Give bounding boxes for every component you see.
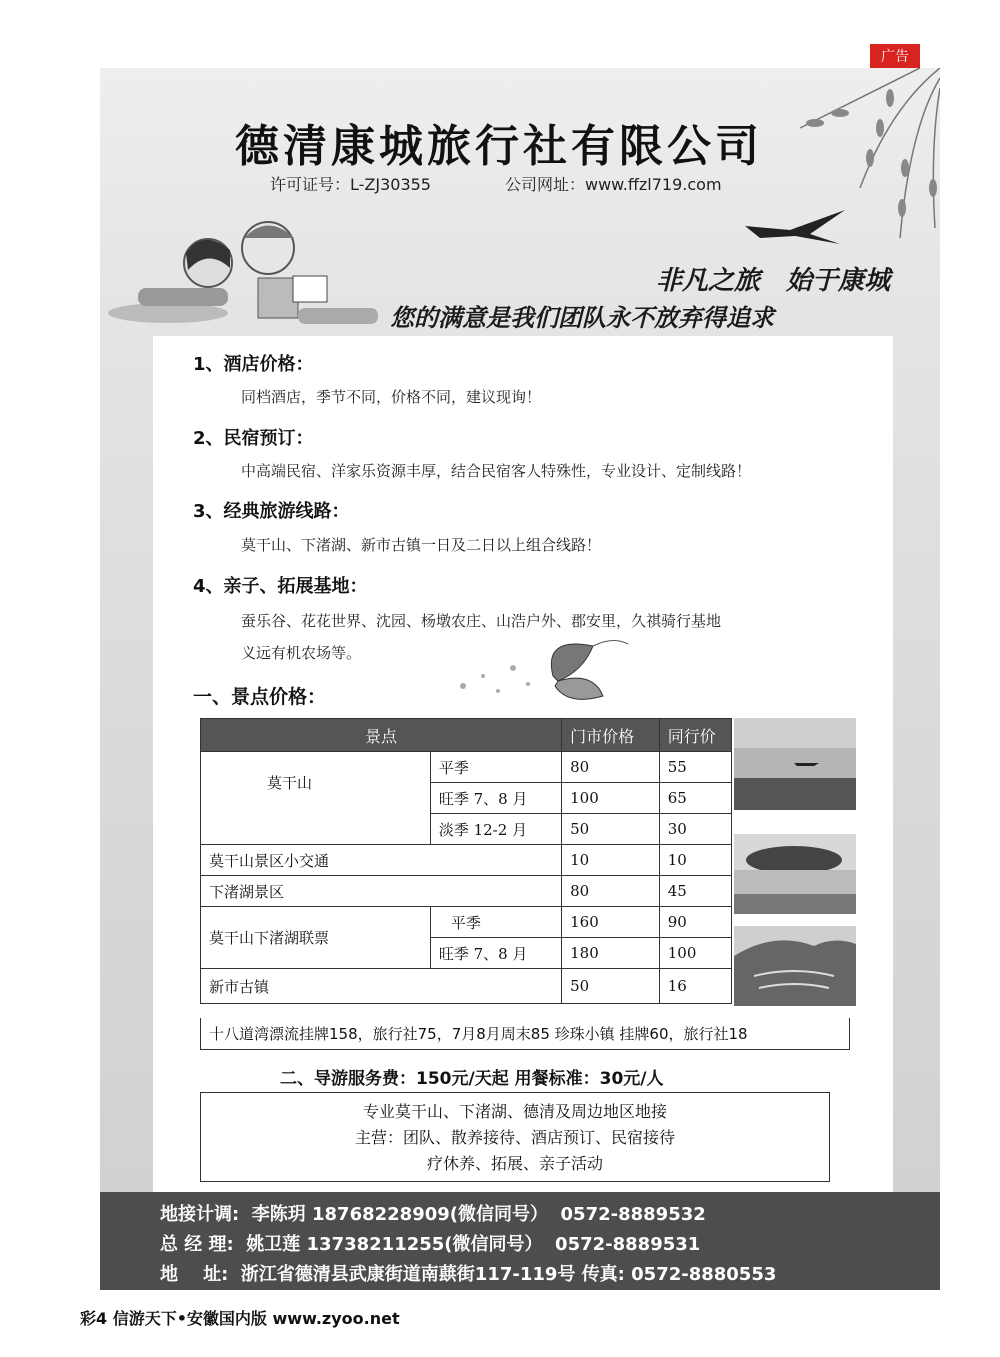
season-cell: 淡季 12-2 月 <box>430 814 561 845</box>
content-panel <box>153 336 893 1198</box>
spot-moganshan: 莫干山 <box>201 752 431 845</box>
table-row <box>201 752 732 783</box>
table-row <box>201 845 732 876</box>
retail-cell: 10 <box>562 845 660 876</box>
section-title-hotel: 1、酒店价格： <box>193 354 314 375</box>
agency-cell: 10 <box>659 845 731 876</box>
section-title-routes: 3、经典旅游线路： <box>193 501 350 522</box>
slogan-line-2: 您的满意是我们团队永不放弃得追求 <box>390 304 774 332</box>
mountain-road-photo <box>734 926 856 1006</box>
season-cell: 平季 <box>430 907 561 938</box>
retail-cell: 160 <box>562 907 660 938</box>
agency-cell: 55 <box>659 752 731 783</box>
agency-cell: 45 <box>659 876 731 907</box>
retail-cell: 50 <box>562 969 660 1004</box>
scenic-price-title: 一、景点价格： <box>193 686 327 708</box>
page-footer: 彩4 信游天下•安徽国内版 www.zyoo.net <box>80 1309 400 1328</box>
section-title-family-base: 4、亲子、拓展基地： <box>193 576 368 597</box>
butterfly-image <box>443 636 643 706</box>
header-agency-price: 同行价 <box>659 719 731 752</box>
guide-fee-line: 二、导游服务费：150元/天起 用餐标准：30元/人 <box>280 1069 664 1089</box>
agency-cell: 90 <box>659 907 731 938</box>
section-body-family-base-1: 蚕乐谷、花花世界、沈园、杨墩农庄、山浩户外、郡安里，久祺骑行基地 <box>241 612 722 630</box>
table-row <box>201 969 732 1004</box>
company-name: 德清康城旅行社有限公司 <box>235 121 763 172</box>
service-line-2: 主营：团队、散养接待、酒店预订、民宿接待 <box>354 1128 675 1147</box>
contact-address: 地 址: 浙江省德清县武康街道南蕻街117-119号 传真: 0572-8880553 <box>160 1264 777 1285</box>
retail-cell: 50 <box>562 814 660 845</box>
rafting-note: 十八道湾漂流挂牌158，旅行社75，7月8月周末85 珍珠小镇 挂牌60，旅行社18 <box>200 1018 850 1050</box>
section-title-homestay: 2、民宿预订： <box>193 428 314 449</box>
contact-manager: 总 经 理: 姚卫莲 13738211255(微信同号） 0572-8889531 <box>160 1234 701 1255</box>
agency-cell: 16 <box>659 969 731 1004</box>
retail-cell: 80 <box>562 752 660 783</box>
season-cell: 旺季 7、8 月 <box>430 783 561 814</box>
table-row <box>201 907 732 938</box>
retail-cell: 100 <box>562 783 660 814</box>
advertisement-sheet <box>100 68 940 1290</box>
swallow-bird-image <box>740 208 850 248</box>
header-retail-price: 门市价格 <box>562 719 660 752</box>
scenic-price-table <box>200 718 732 1004</box>
section-body-routes: 莫干山、下渚湖、新市古镇一日及二日以上组合线路！ <box>241 536 602 554</box>
service-line-3: 疗休养、拓展、亲子活动 <box>426 1154 603 1173</box>
section-body-hotel: 同档酒店，季节不同，价格不同，建议现询！ <box>241 388 542 406</box>
company-website: 公司网址：www.ffzl719.com <box>505 175 722 194</box>
service-box <box>200 1092 830 1182</box>
island-lake-photo <box>734 834 856 914</box>
agency-cell: 100 <box>659 938 731 969</box>
section-body-family-base-2: 义远有机农场等。 <box>241 644 362 662</box>
spot-combo-ticket: 莫干山下渚湖联票 <box>201 907 431 969</box>
spot-cell: 下渚湖景区 <box>201 876 562 907</box>
section-body-homestay: 中高端民宿、洋家乐资源丰厚，结合民宿客人特殊性，专业设计、定制线路！ <box>241 462 752 480</box>
contact-band <box>100 1192 940 1290</box>
season-cell: 旺季 7、8 月 <box>430 938 561 969</box>
spot-cell: 莫干山景区小交通 <box>201 845 562 876</box>
table-row <box>201 876 732 907</box>
agency-cell: 30 <box>659 814 731 845</box>
spot-cell: 新市古镇 <box>201 969 562 1004</box>
license-number: 许可证号：L-ZJ30355 <box>270 175 431 194</box>
season-cell: 平季 <box>430 752 561 783</box>
header-spot: 景点 <box>201 719 562 752</box>
ad-badge: 广告 <box>870 44 920 70</box>
kids-reading-illustration <box>108 208 388 338</box>
retail-cell: 180 <box>562 938 660 969</box>
slogan-line-1: 非凡之旅 始于康城 <box>655 266 890 296</box>
lake-boat-photo <box>734 718 856 810</box>
retail-cell: 80 <box>562 876 660 907</box>
contact-dispatcher: 地接计调: 李陈玥 18768228909(微信同号） 0572-8889532 <box>160 1204 706 1225</box>
service-line-1: 专业莫干山、下渚湖、德清及周边地区地接 <box>362 1102 667 1121</box>
agency-cell: 65 <box>659 783 731 814</box>
